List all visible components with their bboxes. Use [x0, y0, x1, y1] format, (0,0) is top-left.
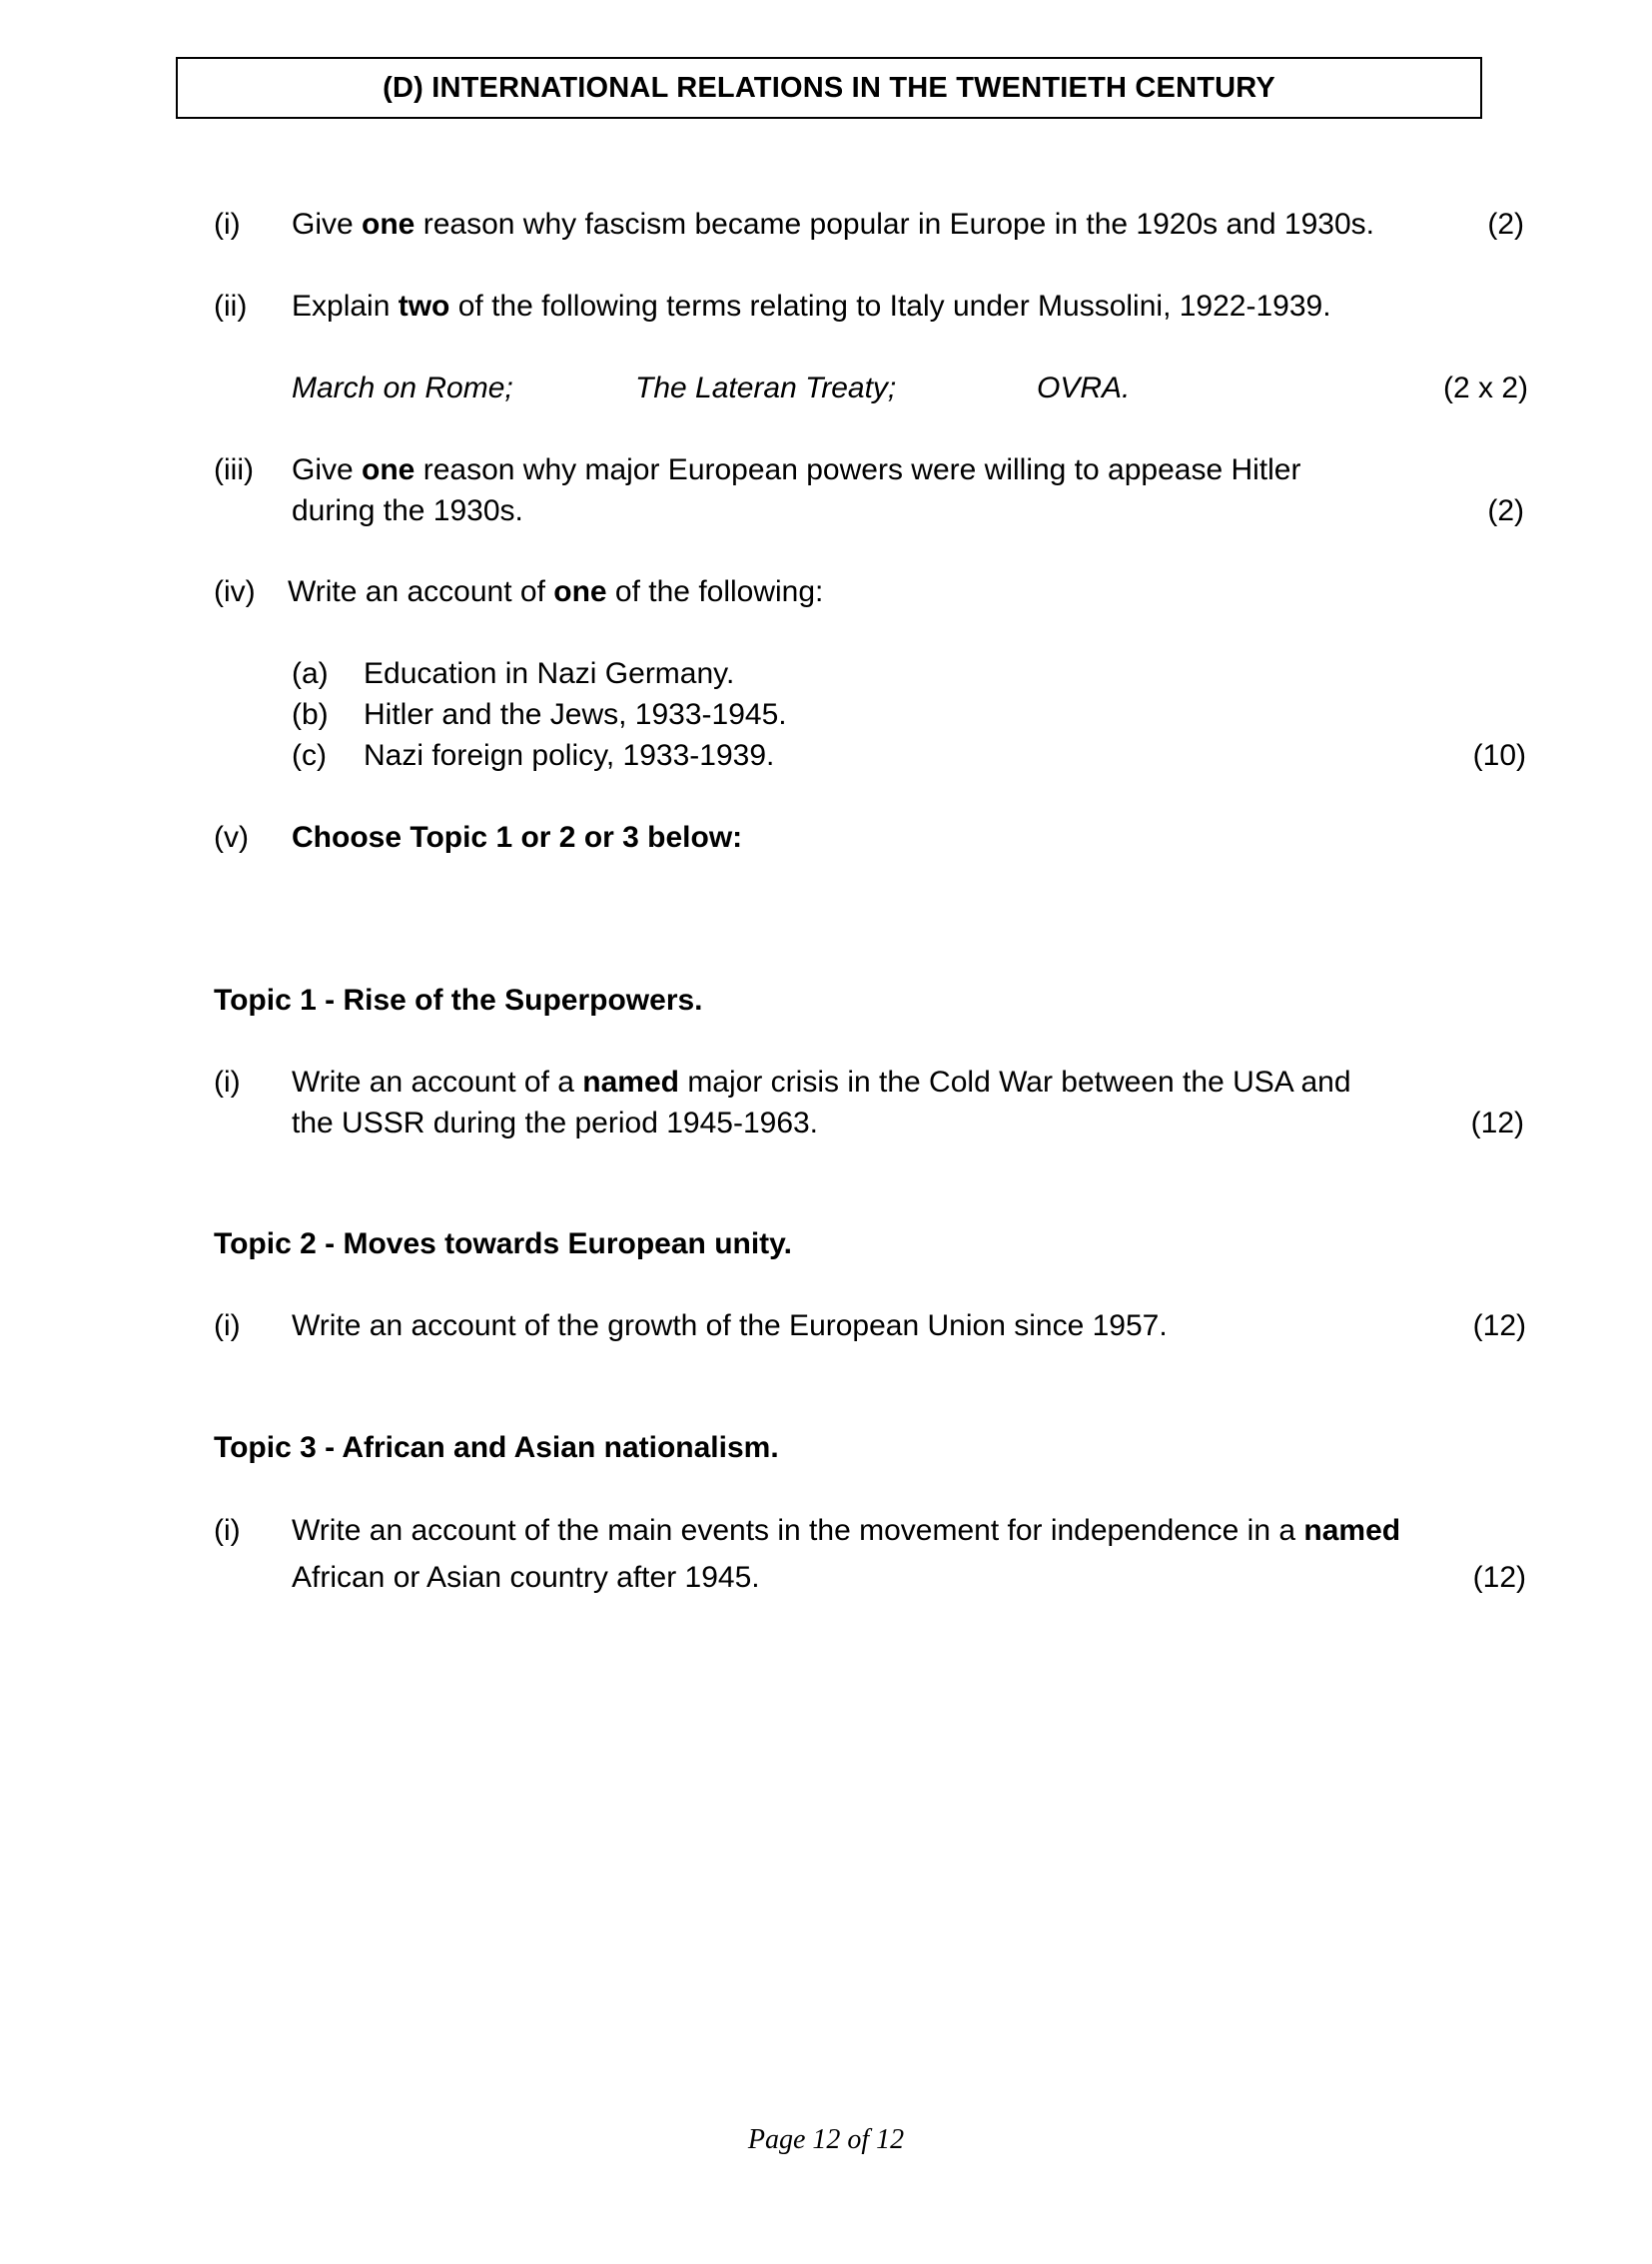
- option-a-text: Education in Nazi Germany.: [364, 657, 735, 690]
- term-ovra: OVRA.: [1037, 372, 1131, 404]
- topic-3-title: Topic 3 - African and Asian nationalism.: [214, 1431, 779, 1464]
- topic-3-question-number: (i): [214, 1514, 241, 1547]
- question-4-text: [288, 572, 823, 612]
- topic-2-question-number: (i): [214, 1309, 241, 1342]
- topic-3-question-text-pre: Write an account of the main events in the movement for independence in a: [292, 1514, 1304, 1547]
- topic-3-marks: (12): [1472, 1561, 1526, 1594]
- question-4-text-bold: one: [553, 575, 607, 608]
- section-title: (D) INTERNATIONAL RELATIONS IN THE TWENTIETH CENTURY: [383, 71, 1275, 104]
- topic-1-marks: (12): [1470, 1107, 1524, 1139]
- question-2-text-bold: two: [398, 290, 450, 323]
- topic-3-question-text-line2: African or Asian country after 1945.: [292, 1561, 760, 1594]
- topic-2-title: Topic 2 - Moves towards European unity.: [214, 1227, 792, 1260]
- question-1-text-pre: Give: [292, 208, 363, 241]
- option-a-label: (a): [292, 657, 329, 690]
- topic-3-question-text: [292, 1511, 1400, 1551]
- term-march-on-rome: March on Rome;: [292, 372, 513, 404]
- topic-1-question-text: [292, 1063, 1351, 1103]
- question-3-text: [292, 450, 1300, 490]
- question-1-text-post: reason why fascism became popular in Europe in the 1920s and 1930s.: [414, 208, 1374, 241]
- topic-1-question-text-pre: Write an account of a: [292, 1066, 583, 1099]
- question-5-number: (v): [214, 821, 249, 854]
- option-b-label: (b): [292, 698, 329, 731]
- question-4-marks: (10): [1472, 739, 1526, 772]
- question-3-text-line2: during the 1930s.: [292, 494, 523, 527]
- option-c-text: Nazi foreign policy, 1933-1939.: [364, 739, 775, 772]
- topic-2-marks: (12): [1472, 1309, 1526, 1342]
- topic-1-title: Topic 1 - Rise of the Superpowers.: [214, 984, 703, 1017]
- question-3-text-pre: Give: [292, 453, 363, 486]
- question-5-text: Choose Topic 1 or 2 or 3 below:: [292, 821, 743, 854]
- option-c-label: (c): [292, 739, 327, 772]
- section-header: [176, 57, 1482, 119]
- question-2-text-post: of the following terms relating to Italy under Mussolini, 1922-1939.: [449, 290, 1331, 323]
- term-lateran-treaty: The Lateran Treaty;: [635, 372, 897, 404]
- question-1-marks: (2): [1487, 208, 1524, 241]
- topic-2-question-text: Write an account of the growth of the European Union since 1957.: [292, 1309, 1168, 1342]
- topic-3-question-text-bold: named: [1303, 1514, 1401, 1547]
- topic-1-question-text-post: major crisis in the Cold War between the USA and: [678, 1066, 1351, 1099]
- page-number: Page 12 of 12: [747, 2124, 905, 2155]
- question-3-number: (iii): [214, 453, 254, 486]
- question-1-number: (i): [214, 208, 241, 241]
- question-3-marks: (2): [1487, 494, 1524, 527]
- question-4-number: (iv): [214, 575, 256, 608]
- topic-1-question-text-line2: the USSR during the period 1945-1963.: [292, 1107, 819, 1139]
- question-2-text-pre: Explain: [292, 290, 399, 323]
- question-1-text-bold: one: [362, 208, 415, 241]
- question-1-text: [292, 205, 1374, 245]
- question-4-text-post: of the following:: [606, 575, 824, 608]
- question-3-text-post: reason why major European powers were willing to appease Hitler: [414, 453, 1301, 486]
- option-b-text: Hitler and the Jews, 1933-1945.: [364, 698, 787, 731]
- question-2-text: [292, 287, 1331, 327]
- question-2-marks: (2 x 2): [1442, 372, 1528, 404]
- question-2-number: (ii): [214, 290, 248, 323]
- topic-1-question-text-bold: named: [582, 1066, 679, 1099]
- question-4-text-pre: Write an account of: [288, 575, 554, 608]
- question-3-text-bold: one: [362, 453, 415, 486]
- topic-1-question-number: (i): [214, 1066, 241, 1099]
